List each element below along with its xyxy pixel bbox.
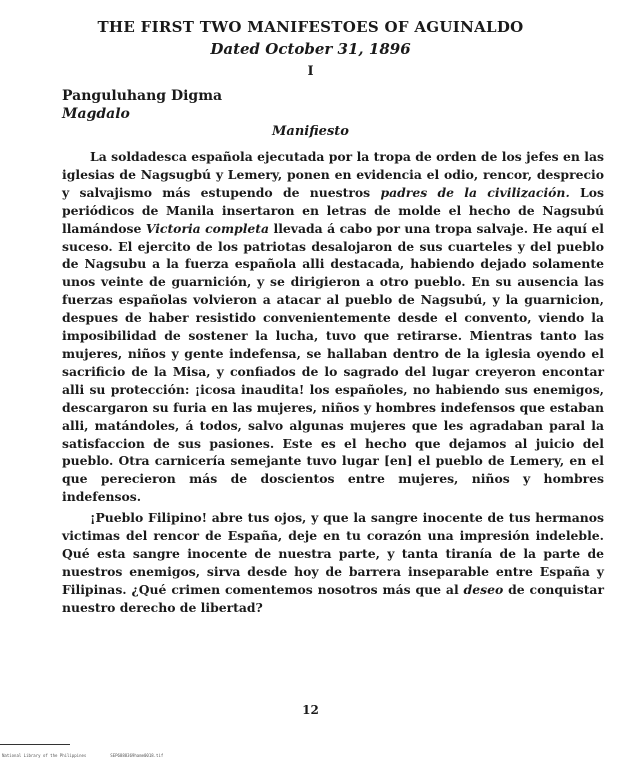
paragraph-1-italic-a: padres de la civilización. xyxy=(380,184,570,200)
footer-library: National Library of the Philippines xyxy=(2,753,87,758)
sender-block xyxy=(62,87,222,123)
paragraph-1-text-b: Los periódicos de Manila insertaron en letras de molde el hecho de Nagsubú llamándose xyxy=(62,184,604,236)
footer-rule xyxy=(0,744,70,745)
document-title: THE FIRST TWO MANIFESTOES OF AGUINALDO xyxy=(97,18,524,36)
paragraph-2 xyxy=(62,509,604,616)
document-subtitle: Dated October 31, 1896 xyxy=(210,40,411,58)
manifesto-body xyxy=(62,148,604,617)
paragraph-1-text-c: llevada á cabo por una tropa salvaje. He aquí el suceso. El ejercito de los patriotas desalojaron de sus cuarteles y del pueblo de Nagsubu a la fuerza española alli destacada, habiendo dejado solamente unos veinte de guarnición, y se dirigieron a otro pueblo. En su ausencia las fuerzas españolas volvieron a atacar al pueblo de Nagsubú, y la guarnicion, despues de haber resistido convenientemente desde el convento, viendo la imposibilidad de sostener la lucha, tuvo que retirarse. Mientras tanto las mujeres, niños y gente indefensa, se hallaban dentro de la iglesia oyendo el sacrificio de la Misa, y confiados de lo sagrado del lugar creyeron encontar alli su protección: ¡icosa inaudita! los españoles, no habiendo sus enemigos, descargaron su furia en las mujeres, niños y hombres indefensos que estaban alli, matándoles, á todos, salvo algunas mujeres que les agradaban paral la satisfaccion de sus pasiones. Este es el hecho que dejamos al juicio del pueblo. Otra carnicería semejante tuvo lugar [en] el pueblo de Lemery, en el que perecieron más de doscientos entre mujeres, niños y hombres indefensos. xyxy=(62,220,604,505)
paragraph-1 xyxy=(62,148,604,506)
footer-code: SEP6888369hame0018.tif xyxy=(110,753,164,758)
paragraph-2-italic-a: deseo xyxy=(463,581,504,597)
section-number: I xyxy=(307,64,314,79)
sender-place: Magdalo xyxy=(62,106,130,122)
sender-office: Panguluhang Digma xyxy=(62,88,223,104)
scan-footer xyxy=(2,753,163,758)
paragraph-2-text-a: ¡Pueblo Filipino! abre tus ojos, y que la sangre inocente de tus hermanos victimas del rencor de España, deje en tu corazón una impresión indeleble. Qué esta sangre inocente de nuestra parte, y tanta tiranía de la parte de nuestros enemigos, sirva desde hoy de barrera inseparable entre España y Filipinas. ¿Qué crimen comentemos nosotros más que al xyxy=(62,510,604,597)
paragraph-1-text-a: La soldadesca española ejecutada por la tropa de orden de los jefes en las iglesias de Nagsugbú y Lemery, ponen en evidencia el odio, rencor, desprecio y salvajismo más estupendo de nuestros xyxy=(62,149,604,200)
page-number: 12 xyxy=(302,703,319,717)
paragraph-1-italic-b: Victoria completa xyxy=(145,220,270,236)
manifesto-heading: Manifiesto xyxy=(272,124,349,139)
paragraph-2-text-b: de conquistar nuestro derecho de libertad? xyxy=(62,581,604,615)
